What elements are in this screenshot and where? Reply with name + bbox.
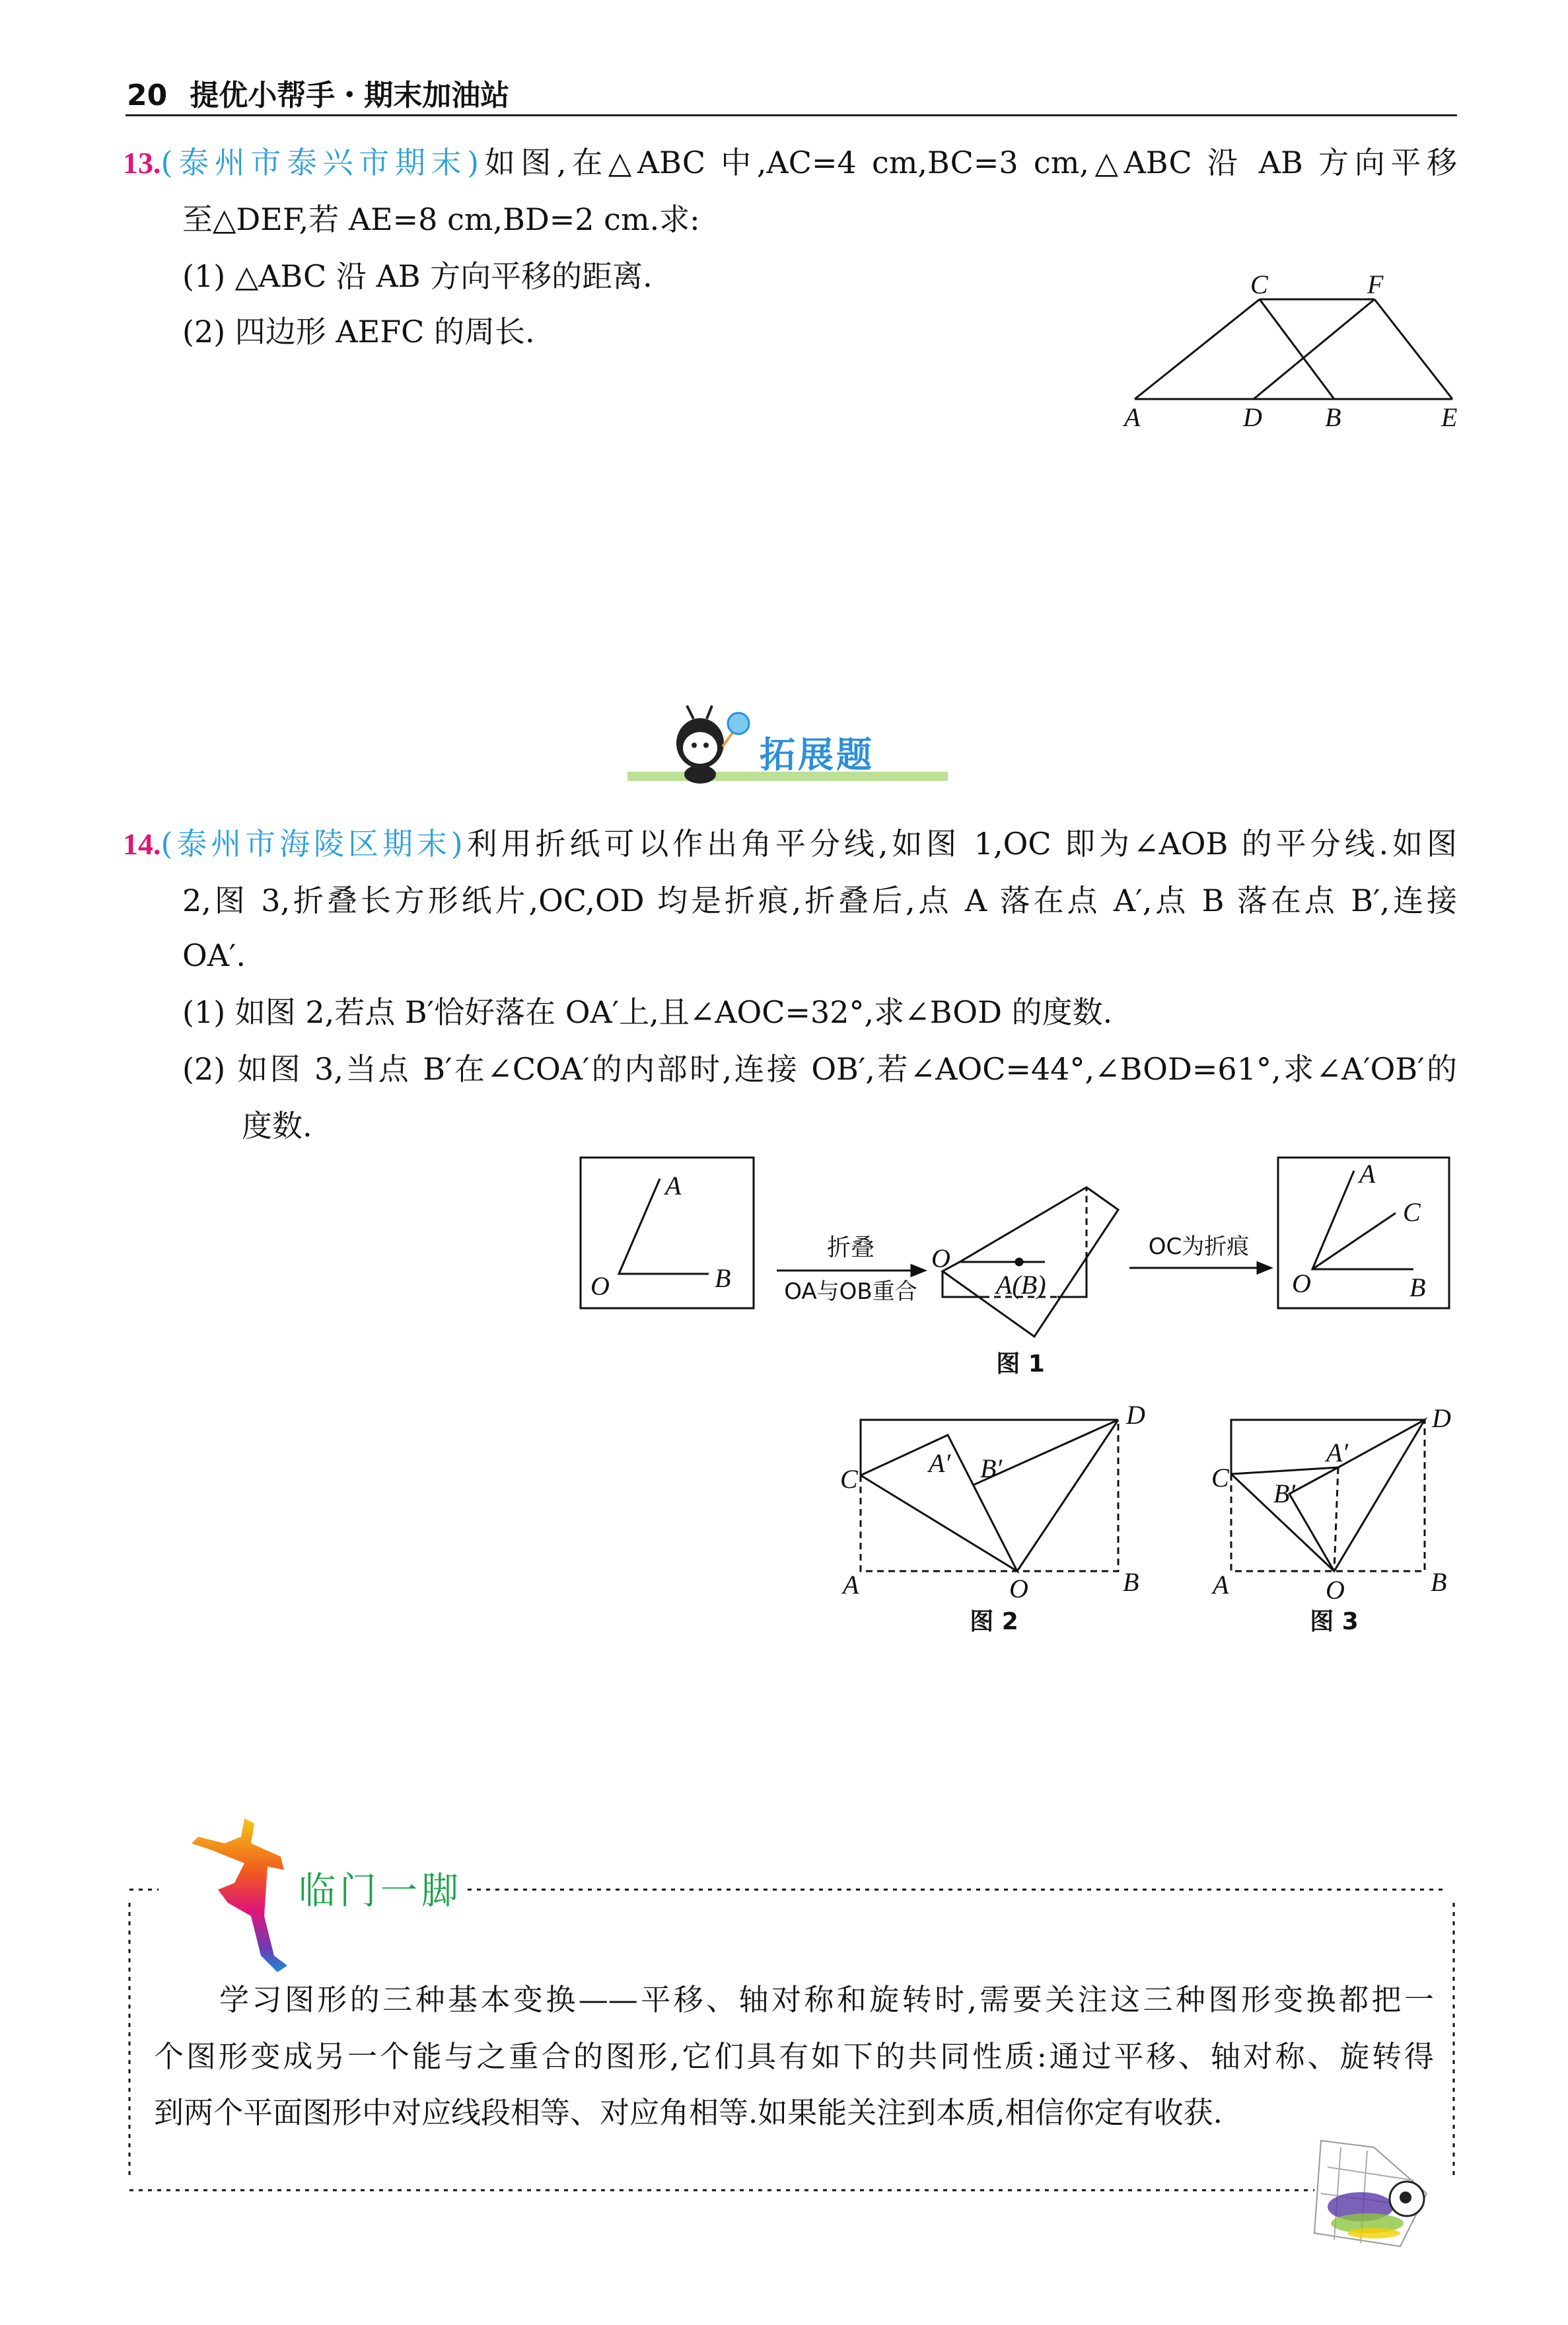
figure-stroke [728, 713, 749, 734]
fig1-step2-top: OC为折痕 [1148, 1234, 1250, 1260]
figure-stroke [1334, 1467, 1338, 1571]
fig1-caption: 图 1 [996, 1350, 1045, 1378]
fig1-label-O: O [590, 1271, 610, 1301]
fig1-label-A3: A [1359, 1159, 1376, 1189]
q14-line2: 2,图 3,折叠长方形纸片,OC,OD 均是折痕,折叠后,点 A 落在点 A′,点 B 落在点 B′,连接 [182, 883, 1457, 918]
figure-stroke [1289, 1467, 1338, 1571]
fig3-label-A: A [1213, 1570, 1229, 1600]
figure-stroke [707, 706, 712, 719]
fig3-caption: 图 3 [1310, 1608, 1359, 1635]
tip-line3: 到两个平面图形中对应线段相等、对应角相等.如果能关注到本质,相信你定有收获. [154, 2095, 1223, 2130]
fig1-label-A: A [665, 1171, 682, 1200]
fig3-label-D: D [1432, 1403, 1451, 1433]
figure-stroke [619, 1179, 709, 1274]
fig2-diagram [861, 1420, 1118, 1571]
question-text: 如图,在△ABC 中,AC=4 cm,BC=3 cm,△ABC 沿 AB 方向平移 [479, 145, 1457, 180]
fig2-caption: 图 2 [970, 1608, 1018, 1635]
fig1-label-O3: O [1292, 1269, 1311, 1298]
figure-stroke [703, 743, 709, 748]
label-D: D [1243, 402, 1262, 432]
fig2-label-B: B [1123, 1567, 1139, 1597]
fig1-label-B: B [715, 1263, 731, 1293]
fig1-diagram [581, 1158, 1449, 1337]
tip-title: 临门一脚 [299, 1862, 466, 1915]
q14-line1 [123, 825, 1457, 863]
tip-line1: 学习图形的三种基本变换——平移、轴对称和旋转时,需要关注这三种图形变换都把一 [219, 1982, 1434, 2017]
figure-stroke [911, 1265, 925, 1276]
fig2-label-D: D [1126, 1400, 1145, 1430]
fig3-label-B: B [1431, 1567, 1447, 1597]
figure-stroke [692, 743, 697, 748]
tip-line2: 个图形变成另一个能与之重合的图形,它们具有如下的共同性质:通过平移、轴对称、旋转得 [154, 2039, 1434, 2074]
figure-stroke [1135, 299, 1260, 399]
figure-stroke [1016, 1259, 1022, 1265]
figure-stroke [684, 765, 716, 784]
book-title: 提优小帮手・期末加油站 [190, 79, 510, 112]
figure-stroke [687, 706, 694, 719]
question-number: 13. [123, 146, 161, 180]
figure-stroke [861, 1420, 1118, 1571]
fig3-label-C: C [1211, 1463, 1229, 1493]
fig2-label-C: C [840, 1464, 858, 1494]
label-B: B [1325, 402, 1341, 432]
q13-figure [1135, 299, 1452, 399]
label-E: E [1441, 402, 1458, 432]
fig3-label-A1: A′ [1326, 1438, 1349, 1467]
figure-stroke [943, 1187, 1118, 1337]
q14-line3: OA′. [182, 938, 246, 973]
fig1-label-B3: B [1409, 1273, 1426, 1302]
section-banner-title: 拓展题 [760, 734, 874, 776]
soccer-ball-icon [1314, 2141, 1427, 2246]
fig1-label-O2: O [931, 1243, 950, 1273]
fig2-label-A: A [843, 1570, 859, 1600]
figure-stroke [1258, 1263, 1271, 1273]
figure-stroke [1374, 299, 1452, 399]
question-text: 利用折纸可以作出角平分线,如图 1,OC 即为∠AOB 的平分线.如图 [462, 826, 1457, 862]
q13-part1: (1) △ABC 沿 AB 方向平移的距离. [182, 258, 653, 294]
q14-part1: (1) 如图 2,若点 B′恰好落在 OA′上,且∠AOC=32°,求∠BOD 的度数. [182, 994, 1113, 1030]
figure-stroke [192, 1818, 287, 1972]
figure-stroke [683, 732, 717, 764]
fig3-label-B1: B′ [1273, 1479, 1296, 1508]
fig2-label-O: O [1009, 1574, 1028, 1604]
label-F: F [1367, 270, 1384, 299]
q13-part2: (2) 四边形 AEFC 的周长. [182, 314, 535, 350]
label-A: A [1124, 402, 1141, 432]
question-source: (泰州市海陵区期末) [160, 826, 463, 862]
footballer-icon [192, 1818, 287, 1972]
q14-part2: (2) 如图 3,当点 B′在∠COA′的内部时,连接 OB′,若∠AOC=44°,∠BOD=61°,求∠A′OB′的 [182, 1051, 1457, 1087]
figure-stroke [1347, 2228, 1400, 2238]
fig3-label-O: O [1326, 1575, 1345, 1605]
q14-part2-cont: 度数. [242, 1108, 312, 1144]
fig1-label-AB: A(B) [996, 1270, 1046, 1300]
question-number: 14. [123, 827, 161, 861]
question-source: (泰州市泰兴市期末) [160, 145, 480, 180]
fig1-step1-bottom: OA与OB重合 [784, 1278, 917, 1305]
fig2-label-B1: B′ [980, 1454, 1003, 1483]
fig1-label-C: C [1403, 1197, 1421, 1227]
fig1-step1-top: 折叠 [826, 1234, 875, 1261]
figure-stroke [1400, 2192, 1411, 2203]
q13-line2: 至△DEF,若 AE=8 cm,BD=2 cm.求: [182, 202, 700, 237]
page-number: 20 [127, 79, 168, 112]
label-C: C [1250, 270, 1268, 299]
fig2-label-A1: A′ [929, 1448, 951, 1478]
